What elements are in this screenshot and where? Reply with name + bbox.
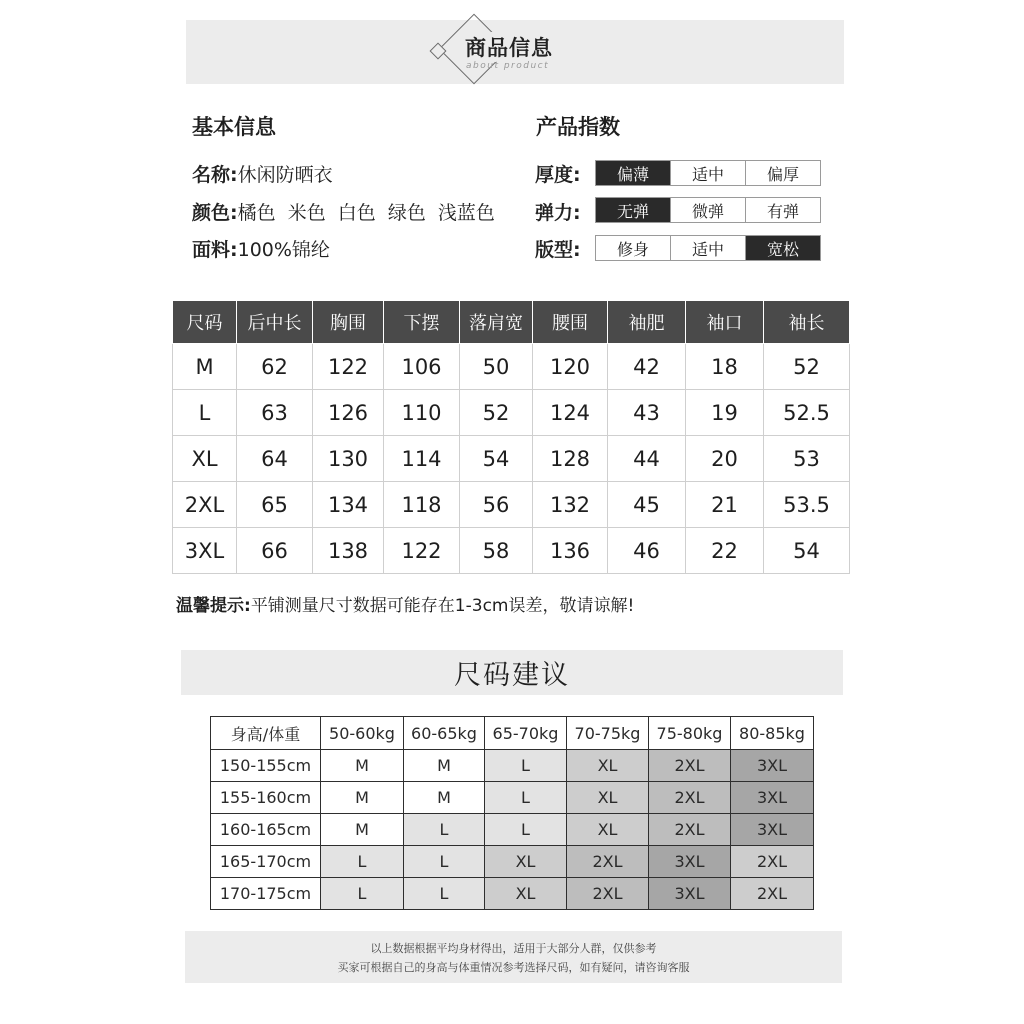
table-cell: 54 bbox=[460, 436, 533, 482]
table-cell: XL bbox=[173, 436, 237, 482]
size-cell: M bbox=[404, 750, 485, 782]
size-cell: L bbox=[321, 846, 404, 878]
table-cell: 18 bbox=[686, 344, 764, 390]
table-cell: 56 bbox=[460, 482, 533, 528]
table-cell: 64 bbox=[237, 436, 313, 482]
height-cell: 165-170cm bbox=[211, 846, 321, 878]
size-cell: L bbox=[485, 814, 567, 846]
column-header: 65-70kg bbox=[485, 717, 567, 750]
index-label-fit: 版型: bbox=[535, 239, 581, 261]
size-cell: M bbox=[321, 814, 404, 846]
size-cell: XL bbox=[567, 782, 649, 814]
info-key: 颜色: bbox=[192, 202, 238, 224]
table-cell: 46 bbox=[608, 528, 686, 574]
table-row bbox=[173, 482, 850, 528]
table-cell: 52 bbox=[460, 390, 533, 436]
size-recommend-title: 尺码建议 bbox=[181, 650, 843, 695]
index-option: 修身 bbox=[596, 236, 671, 260]
size-cell: M bbox=[404, 782, 485, 814]
size-cell: XL bbox=[567, 750, 649, 782]
size-cell: 2XL bbox=[731, 846, 814, 878]
tip-label: 温馨提示: bbox=[176, 596, 251, 616]
table-cell: 52.5 bbox=[764, 390, 850, 436]
table-cell: 58 bbox=[460, 528, 533, 574]
measurement-tip bbox=[176, 591, 634, 616]
table-cell: 138 bbox=[313, 528, 384, 574]
size-cell: L bbox=[404, 814, 485, 846]
size-cell: 3XL bbox=[731, 750, 814, 782]
table-cell: 53.5 bbox=[764, 482, 850, 528]
table-cell: 114 bbox=[384, 436, 460, 482]
height-cell: 160-165cm bbox=[211, 814, 321, 846]
size-cell: XL bbox=[567, 814, 649, 846]
index-option-selected: 宽松 bbox=[746, 236, 820, 260]
table-cell: 126 bbox=[313, 390, 384, 436]
info-key: 名称: bbox=[192, 164, 238, 186]
basic-info-title: 基本信息 bbox=[192, 115, 276, 139]
info-row-name bbox=[192, 160, 333, 187]
column-header: 落肩宽 bbox=[460, 301, 533, 344]
table-row bbox=[211, 878, 814, 910]
size-cell: L bbox=[321, 878, 404, 910]
column-header: 胸围 bbox=[313, 301, 384, 344]
size-cell: 2XL bbox=[649, 750, 731, 782]
product-index-title: 产品指数 bbox=[536, 115, 620, 139]
elasticity-scale bbox=[595, 197, 821, 223]
column-header: 尺码 bbox=[173, 301, 237, 344]
info-key: 面料: bbox=[192, 239, 238, 261]
column-header: 60-65kg bbox=[404, 717, 485, 750]
height-cell: 150-155cm bbox=[211, 750, 321, 782]
table-cell: 2XL bbox=[173, 482, 237, 528]
index-option: 微弹 bbox=[671, 198, 746, 222]
column-header: 袖长 bbox=[764, 301, 850, 344]
table-cell: 43 bbox=[608, 390, 686, 436]
table-row bbox=[173, 390, 850, 436]
fit-scale bbox=[595, 235, 821, 261]
table-row bbox=[211, 846, 814, 878]
table-cell: 128 bbox=[533, 436, 608, 482]
info-value: 橘色 米色 白色 绿色 浅蓝色 bbox=[237, 202, 495, 224]
table-cell: 110 bbox=[384, 390, 460, 436]
table-cell: 50 bbox=[460, 344, 533, 390]
size-cell: XL bbox=[485, 846, 567, 878]
size-table bbox=[172, 300, 850, 574]
table-cell: 134 bbox=[313, 482, 384, 528]
table-cell: 66 bbox=[237, 528, 313, 574]
index-label-elasticity: 弹力: bbox=[535, 202, 581, 224]
size-cell: 3XL bbox=[649, 846, 731, 878]
size-table-header-row bbox=[173, 301, 850, 344]
table-cell: 120 bbox=[533, 344, 608, 390]
size-cell: 2XL bbox=[731, 878, 814, 910]
table-row bbox=[211, 750, 814, 782]
footer-note-line1: 以上数据根据平均身材得出，适用于大部分人群，仅供参考 bbox=[370, 942, 657, 955]
index-label-thickness: 厚度: bbox=[535, 164, 581, 186]
table-cell: L bbox=[173, 390, 237, 436]
table-cell: 3XL bbox=[173, 528, 237, 574]
footer-banner bbox=[185, 931, 842, 983]
index-option-selected: 无弹 bbox=[596, 198, 671, 222]
size-cell: L bbox=[404, 878, 485, 910]
info-value: 休闲防晒衣 bbox=[237, 164, 333, 186]
table-cell: 124 bbox=[533, 390, 608, 436]
table-cell: 122 bbox=[313, 344, 384, 390]
column-header: 70-75kg bbox=[567, 717, 649, 750]
table-cell: 45 bbox=[608, 482, 686, 528]
thickness-scale bbox=[595, 160, 821, 186]
table-cell: 42 bbox=[608, 344, 686, 390]
table-cell: 44 bbox=[608, 436, 686, 482]
table-cell: 54 bbox=[764, 528, 850, 574]
table-row bbox=[211, 814, 814, 846]
table-cell: 122 bbox=[384, 528, 460, 574]
index-option: 适中 bbox=[671, 161, 746, 185]
size-cell: 2XL bbox=[567, 846, 649, 878]
size-cell: 2XL bbox=[649, 814, 731, 846]
size-cell: XL bbox=[485, 878, 567, 910]
info-value: 100%锦纶 bbox=[237, 239, 330, 261]
size-cell: 2XL bbox=[567, 878, 649, 910]
table-cell: 118 bbox=[384, 482, 460, 528]
page-title: 商品信息 bbox=[462, 32, 556, 62]
table-cell: 21 bbox=[686, 482, 764, 528]
index-option: 偏厚 bbox=[766, 164, 799, 184]
size-cell: L bbox=[404, 846, 485, 878]
size-cell: 3XL bbox=[731, 814, 814, 846]
footer-note-line2: 买家可根据自己的身高与体重情况参考选择尺码，如有疑问，请咨询客服 bbox=[337, 961, 690, 974]
recommend-header-row bbox=[211, 717, 814, 750]
page-subtitle: about product bbox=[466, 61, 550, 71]
size-cell: 3XL bbox=[731, 782, 814, 814]
index-option: 有弹 bbox=[766, 201, 799, 221]
size-cell: 3XL bbox=[649, 878, 731, 910]
size-cell: M bbox=[321, 782, 404, 814]
table-cell: 52 bbox=[764, 344, 850, 390]
column-header: 袖口 bbox=[686, 301, 764, 344]
table-cell: M bbox=[173, 344, 237, 390]
index-option-selected: 偏薄 bbox=[596, 161, 671, 185]
table-cell: 132 bbox=[533, 482, 608, 528]
info-row-fabric bbox=[192, 235, 330, 262]
table-cell: 65 bbox=[237, 482, 313, 528]
table-row bbox=[173, 528, 850, 574]
column-header: 75-80kg bbox=[649, 717, 731, 750]
column-header: 袖肥 bbox=[608, 301, 686, 344]
table-row bbox=[173, 436, 850, 482]
table-cell: 22 bbox=[686, 528, 764, 574]
column-header: 80-85kg bbox=[731, 717, 814, 750]
height-cell: 170-175cm bbox=[211, 878, 321, 910]
table-cell: 63 bbox=[237, 390, 313, 436]
tip-text: 平铺测量尺寸数据可能存在1-3cm误差，敬请谅解! bbox=[250, 596, 635, 616]
size-cell: 2XL bbox=[649, 782, 731, 814]
column-header: 50-60kg bbox=[321, 717, 404, 750]
table-row bbox=[173, 344, 850, 390]
column-header: 后中长 bbox=[237, 301, 313, 344]
table-cell: 136 bbox=[533, 528, 608, 574]
column-header: 身高/体重 bbox=[211, 717, 321, 750]
size-recommend-table bbox=[210, 716, 814, 910]
size-cell: L bbox=[485, 750, 567, 782]
table-cell: 19 bbox=[686, 390, 764, 436]
column-header: 腰围 bbox=[533, 301, 608, 344]
height-cell: 155-160cm bbox=[211, 782, 321, 814]
index-option: 适中 bbox=[671, 236, 746, 260]
table-cell: 130 bbox=[313, 436, 384, 482]
table-cell: 62 bbox=[237, 344, 313, 390]
table-cell: 53 bbox=[764, 436, 850, 482]
info-row-color bbox=[192, 198, 495, 225]
table-cell: 20 bbox=[686, 436, 764, 482]
table-row bbox=[211, 782, 814, 814]
size-cell: M bbox=[321, 750, 404, 782]
table-cell: 106 bbox=[384, 344, 460, 390]
size-cell: L bbox=[485, 782, 567, 814]
column-header: 下摆 bbox=[384, 301, 460, 344]
